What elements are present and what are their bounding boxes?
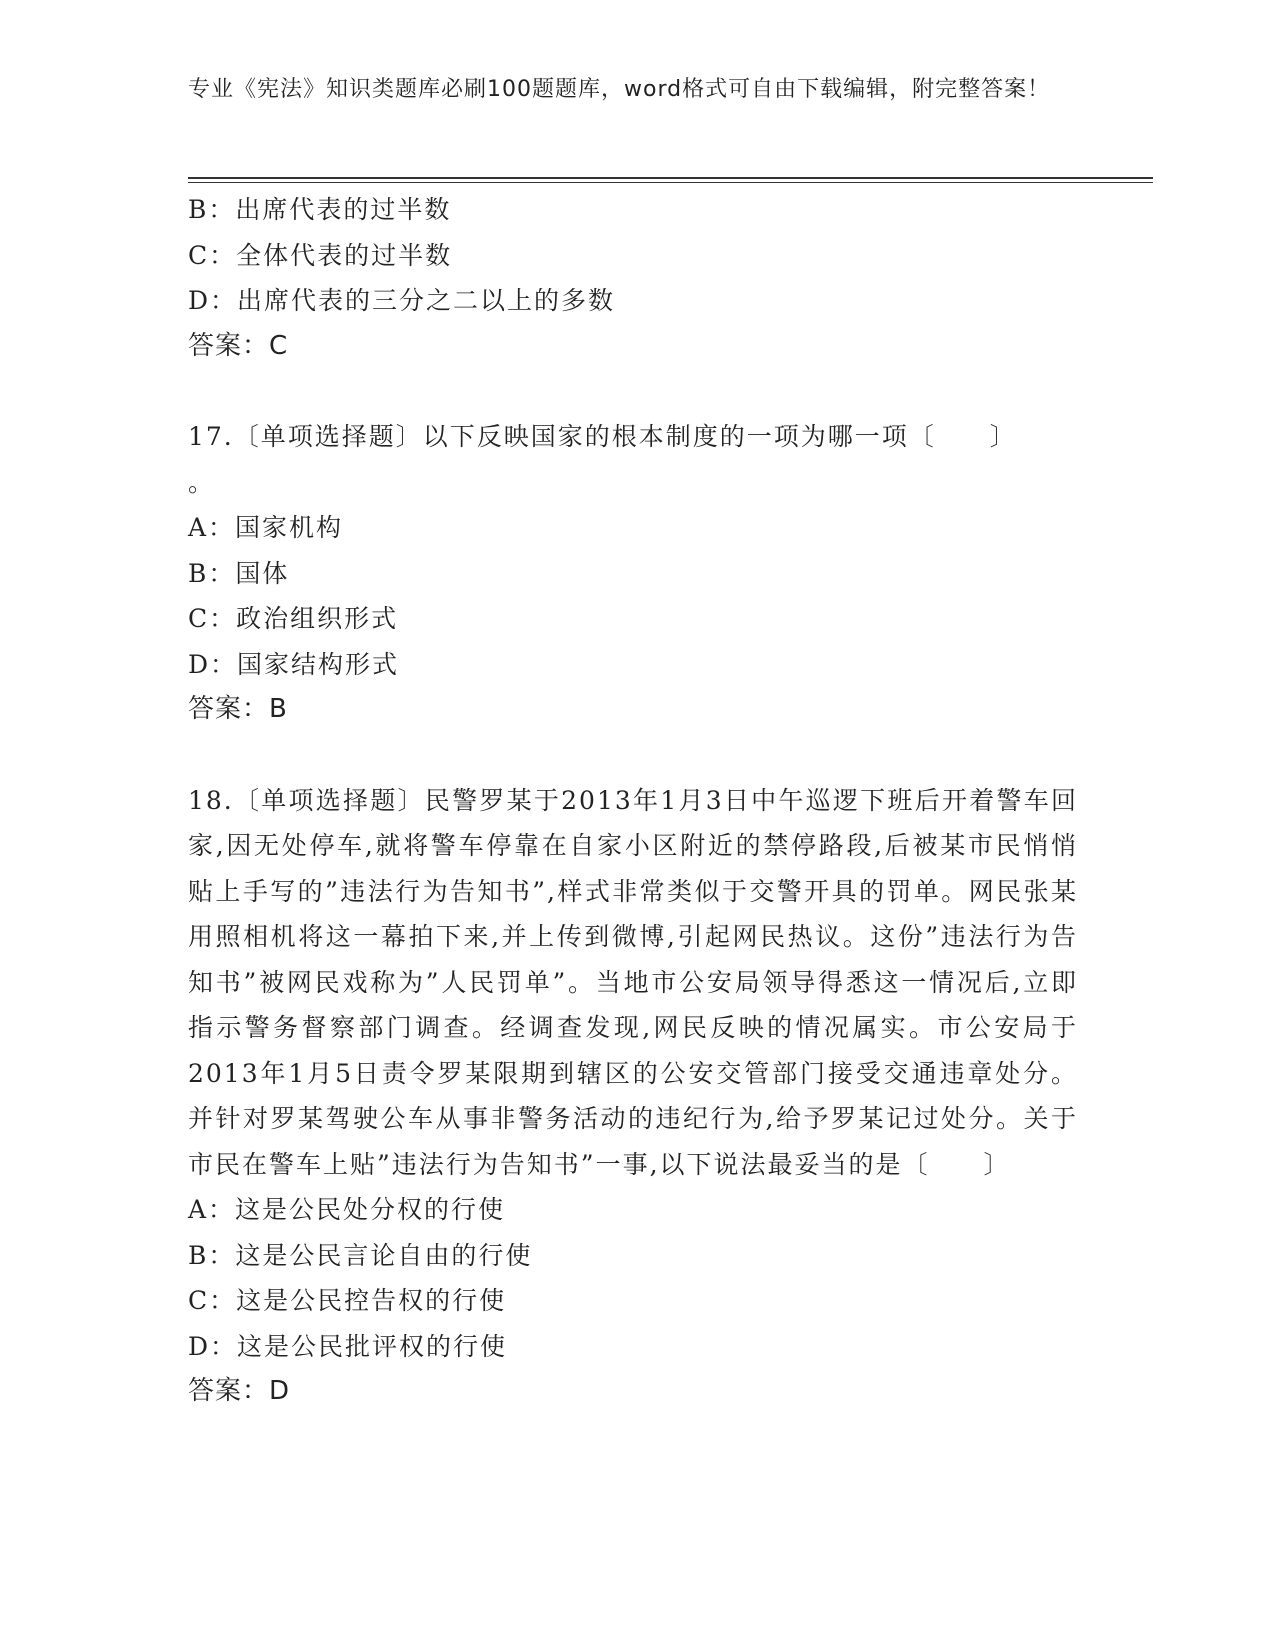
answer-line: 答案：D [188, 1376, 291, 1406]
option-c: C：政治组织形式 [188, 604, 399, 633]
option-b: B：这是公民言论自由的行使 [188, 1240, 533, 1270]
header-divider-thick [188, 177, 1153, 179]
answer-line: 答案：B [188, 694, 288, 724]
option-d: D：国家结构形式 [188, 649, 400, 679]
option-d: D：出席代表的三分之二以上的多数 [188, 286, 616, 315]
option-d: D：这是公民批评权的行使 [188, 1331, 508, 1361]
option-b: B：国体 [188, 558, 290, 588]
option-b: B：出席代表的过半数 [188, 195, 452, 224]
question-stem: 18.〔单项选择题〕民警罗某于2013年1月3日中午巡逻下班后开着警车回家,因无处停车,就将警车停靠在自家小区附近的禁停路段,后被某市民悄悄贴上手写的”违法行为告知书”,样式非常类似于交警开具的罚单。网民张某用照相机将这一幕拍下来,并上传到微博,引起网民热议。这份”违法行为告知书”被网民戏称为”人民罚单”。当地市公安局领导得悉这一情况后,立即指示警务督察部门调查。经调查发现,网民反映的情况属实。市公安局于2013年1月5日责令罗某限期到辖区的公安交管部门接受交通违章处分。并针对罗某驾驶公车从事非警务活动的违纪行为,给予罗某记过处分。关于市民在警车上贴”违法行为告知书”一事,以下说法最妥当的是〔 〕 [188, 785, 1078, 1179]
option-c: C：全体代表的过半数 [188, 240, 453, 270]
question-17 [188, 414, 1078, 733]
question-16-continued [188, 187, 1078, 369]
option-a: A：这是公民处分权的行使 [188, 1195, 506, 1224]
spacer [188, 369, 1078, 414]
document-header: 专业《宪法》知识类题库必刷100题题库，word格式可自由下载编辑，附完整答案！ [188, 77, 1051, 102]
question-18 [188, 778, 1078, 1415]
spacer [188, 733, 1078, 778]
question-stem-end: 。 [188, 467, 216, 497]
option-a: A：国家机构 [188, 513, 344, 542]
question-content [188, 187, 1078, 1415]
header-divider-thin [188, 182, 1153, 183]
option-c: C：这是公民控告权的行使 [188, 1286, 507, 1315]
answer-line: 答案：C [188, 330, 289, 361]
question-stem: 17.〔单项选择题〕以下反映国家的根本制度的一项为哪一项〔 〕 [188, 422, 1017, 451]
